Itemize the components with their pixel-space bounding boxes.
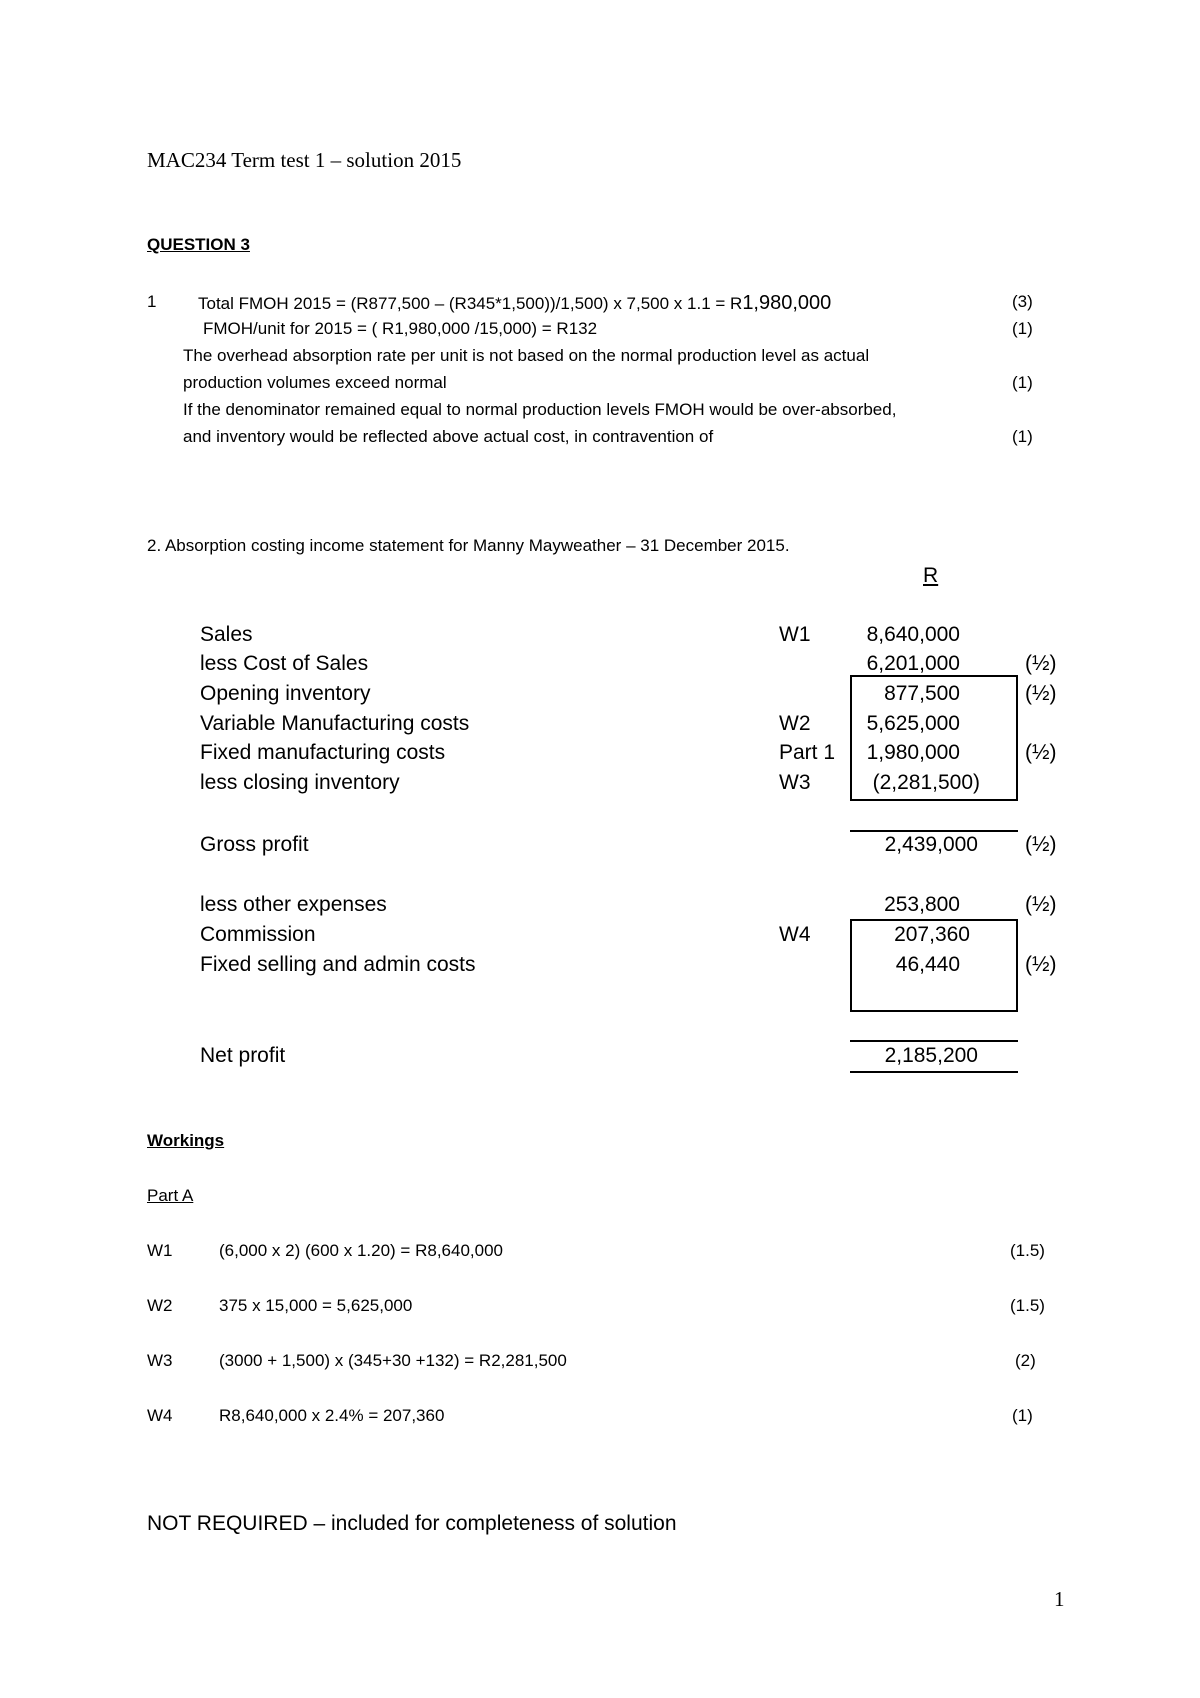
row-amount: 2,439,000 xyxy=(884,833,978,856)
workings-part-heading: Part A xyxy=(147,1186,194,1205)
part1-number: 1 xyxy=(147,292,157,311)
working-formula: (6,000 x 2) (600 x 1.20) = R8,640,000 xyxy=(219,1241,503,1260)
row-amount: 1,980,000 xyxy=(866,741,960,764)
part1-line1-marks: (3) xyxy=(1012,292,1033,311)
row-marks: (½) xyxy=(1025,893,1057,916)
footer-note: NOT REQUIRED – included for completeness of solution xyxy=(147,1512,677,1535)
working-ref: W1 xyxy=(147,1241,173,1260)
row-amount: 253,800 xyxy=(884,893,960,916)
workings-heading: Workings xyxy=(147,1131,225,1150)
row-ref: W2 xyxy=(779,712,811,735)
row-amount: 8,640,000 xyxy=(866,623,960,646)
part1-line6-marks: (1) xyxy=(1012,427,1033,446)
part1-line3: The overhead absorption rate per unit is not based on the normal production level as actual xyxy=(183,346,870,365)
page-number: 1 xyxy=(1054,1587,1065,1611)
row-ref: Part 1 xyxy=(779,741,836,764)
row-marks: (½) xyxy=(1025,833,1057,856)
part1-line4-marks: (1) xyxy=(1012,373,1033,392)
row-label: Opening inventory xyxy=(200,682,371,705)
row-amount: 2,185,200 xyxy=(884,1044,978,1067)
row-ref: W4 xyxy=(779,923,811,946)
row-marks: (½) xyxy=(1025,652,1057,675)
part1-line1-text: Total FMOH 2015 = (R877,500 – (R345*1,500))/1,500) x 7,500 x 1.1 = R xyxy=(198,294,743,313)
part1-line1 xyxy=(198,292,831,315)
net-profit-top-line xyxy=(850,1040,1018,1042)
working-marks: (1.5) xyxy=(1010,1241,1045,1260)
working-marks: (1.5) xyxy=(1010,1296,1045,1315)
working-ref: W3 xyxy=(147,1351,173,1370)
row-label: Net profit xyxy=(200,1044,286,1067)
row-ref: W1 xyxy=(779,623,811,646)
working-ref: W2 xyxy=(147,1296,173,1315)
row-label: Fixed manufacturing costs xyxy=(200,741,446,764)
row-label: Variable Manufacturing costs xyxy=(200,712,470,735)
currency-label: R xyxy=(923,564,939,587)
row-marks: (½) xyxy=(1025,953,1057,976)
row-amount: 5,625,000 xyxy=(866,712,960,735)
working-formula: (3000 + 1,500) x (345+30 +132) = R2,281,500 xyxy=(219,1351,567,1370)
row-label: Fixed selling and admin costs xyxy=(200,953,476,976)
row-amount: 46,440 xyxy=(895,953,960,976)
part2-heading: 2. Absorption costing income statement for Manny Mayweather – 31 December 2015. xyxy=(147,536,790,555)
working-ref: W4 xyxy=(147,1406,173,1425)
question-heading: QUESTION 3 xyxy=(147,235,250,254)
row-amount: 207,360 xyxy=(894,923,970,946)
net-profit-bottom-line xyxy=(850,1071,1018,1073)
working-formula: 375 x 15,000 = 5,625,000 xyxy=(219,1296,413,1315)
row-label: less Cost of Sales xyxy=(200,652,369,675)
working-marks: (1) xyxy=(1012,1406,1033,1425)
row-amount: 877,500 xyxy=(884,682,960,705)
page-title: MAC234 Term test 1 – solution 2015 xyxy=(147,148,462,172)
row-marks: (½) xyxy=(1025,741,1057,764)
row-label: less other expenses xyxy=(200,893,387,916)
row-label: Sales xyxy=(200,623,253,646)
row-ref: W3 xyxy=(779,771,811,794)
row-label: Commission xyxy=(200,923,316,946)
row-label: Gross profit xyxy=(200,833,309,856)
part1-line2: FMOH/unit for 2015 = ( R1,980,000 /15,000) = R132 xyxy=(203,319,598,338)
part1-line5: If the denominator remained equal to normal production levels FMOH would be over-absorbed, xyxy=(183,400,897,419)
working-formula: R8,640,000 x 2.4% = 207,360 xyxy=(219,1406,445,1425)
row-amount: 6,201,000 xyxy=(866,652,960,675)
row-marks: (½) xyxy=(1025,682,1057,705)
part1-line6: and inventory would be reflected above actual cost, in contravention of xyxy=(183,427,714,446)
row-label: less closing inventory xyxy=(200,771,400,794)
gross-profit-line xyxy=(850,830,1018,832)
part1-line1-value: 1,980,000 xyxy=(742,292,832,314)
row-amount: (2,281,500) xyxy=(872,771,980,794)
working-marks: (2) xyxy=(1015,1351,1036,1370)
part1-line4: production volumes exceed normal xyxy=(183,373,447,392)
part1-line2-marks: (1) xyxy=(1012,319,1033,338)
